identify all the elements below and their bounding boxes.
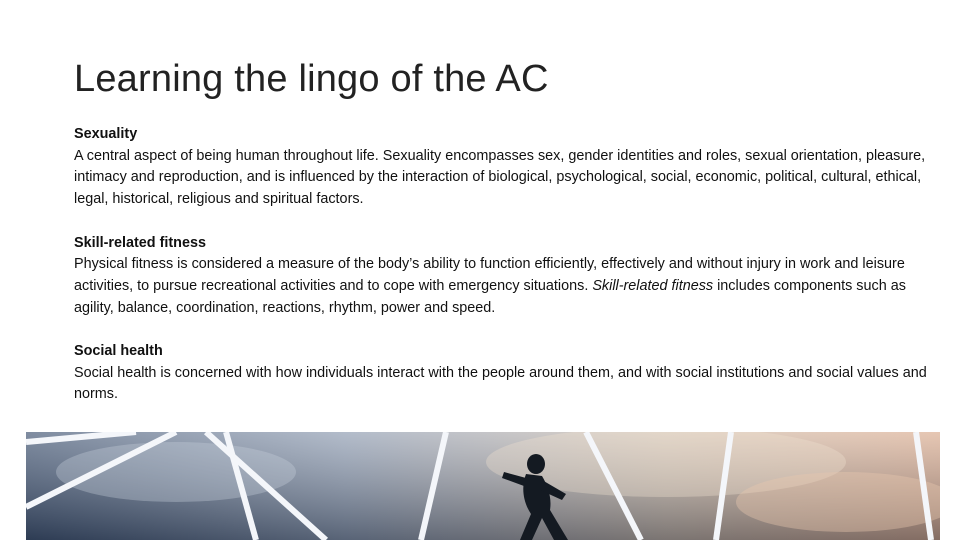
term-heading: Skill-related fitness [74, 234, 206, 251]
athlete-banner-illustration [26, 432, 940, 540]
definition-skill-related-fitness [74, 233, 940, 320]
banner-image [26, 432, 940, 540]
term-heading: Social health [74, 343, 163, 359]
definition-sexuality [74, 124, 940, 211]
term-heading: Sexuality [74, 126, 138, 142]
term-definition: Social health is concerned with how individuals interact with the people around them, and with social institutions and social values and norms. [74, 364, 927, 403]
term-definition: A central aspect of being human throughout life. Sexuality encompasses sex, gender identities and roles, sexual orientation, pleasure, intimacy and reproduction, and is influenced by the interaction of biological, psychological, social, economic, political, cultural, ethical, legal, historical, religious and spiritual factors. [74, 147, 926, 208]
definition-italic-term: Skill-related fitness [592, 277, 714, 294]
definition-social-health [74, 341, 940, 406]
slide-title: Learning the lingo of the AC [74, 58, 549, 100]
definition-text: Physical fitness is considered a measure of the body’s ability to function efficiently, effectively and without injury in work and leisure activities, to pursue recreational activities and to cope with emergency situations. [74, 256, 905, 294]
definitions-list [74, 124, 940, 428]
definition-text: includes components such as agility, balance, coordination, reactions, rhythm, power and speed. [74, 277, 906, 316]
term-definition [74, 254, 940, 319]
